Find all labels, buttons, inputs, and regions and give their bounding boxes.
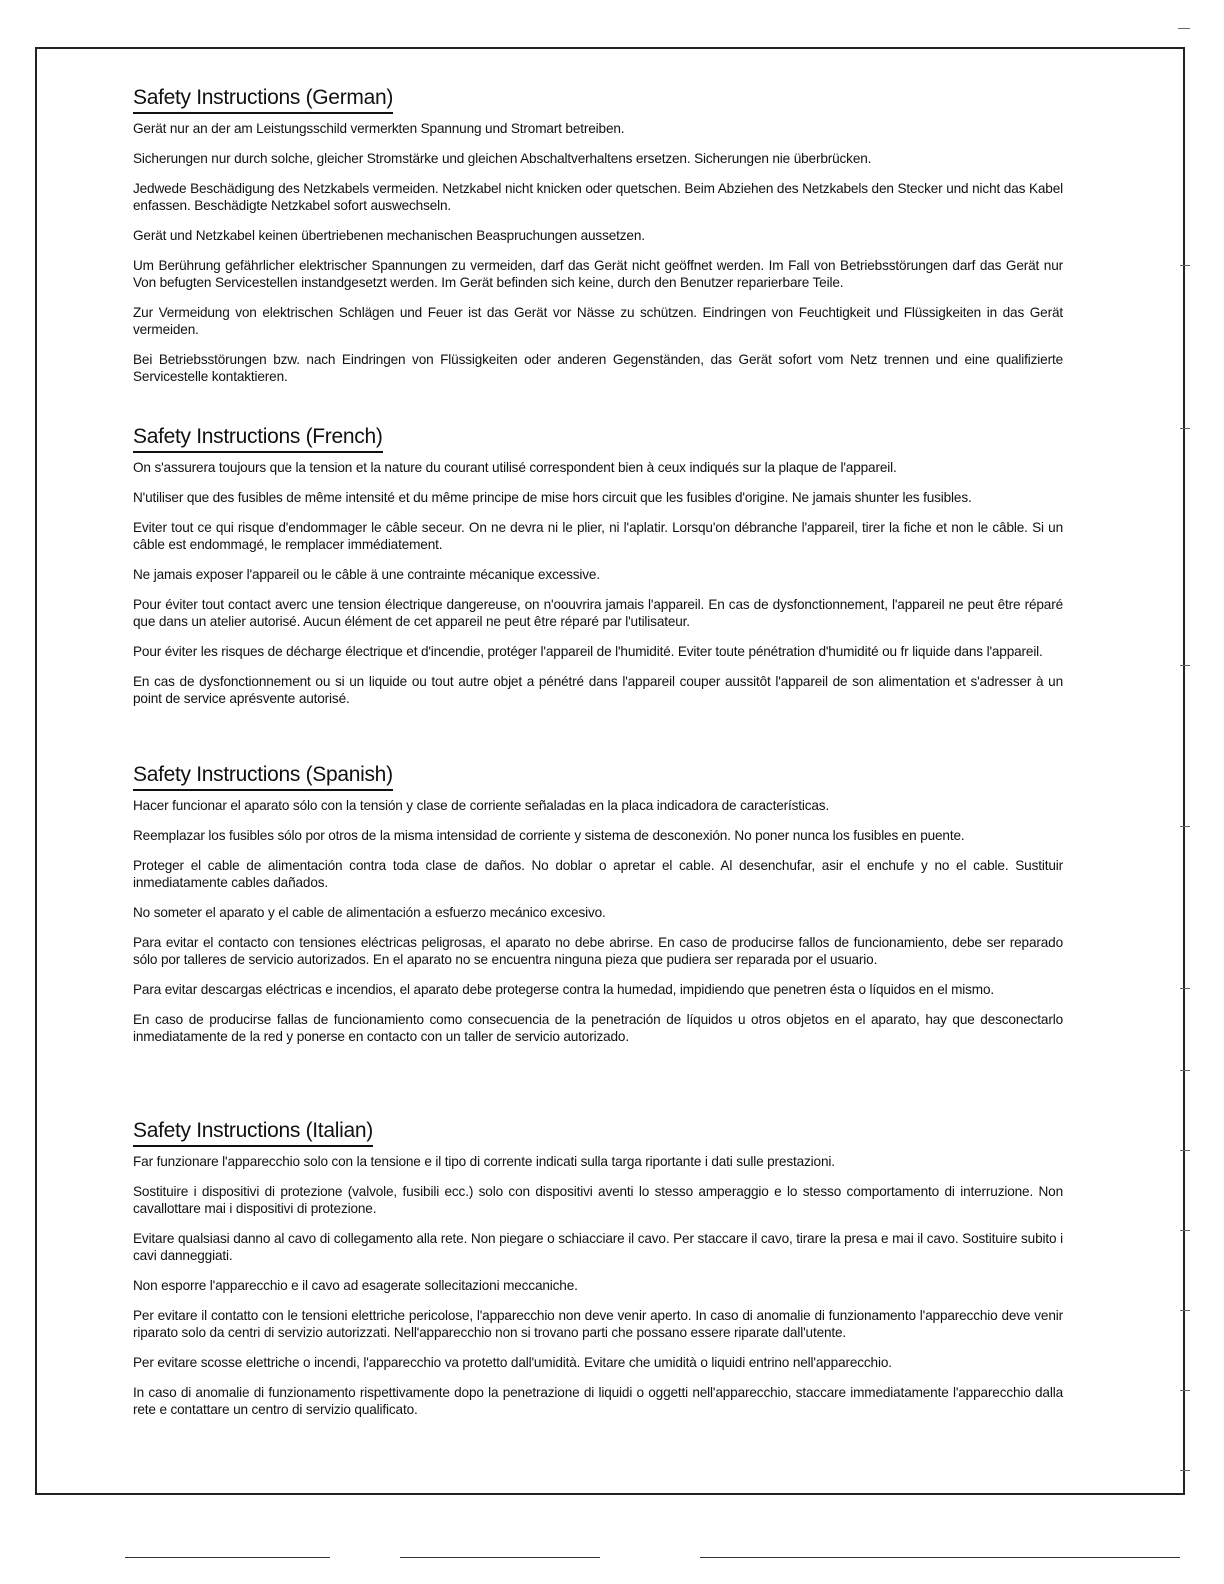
instruction-paragraph: Reemplazar los fusibles sólo por otros de la misma intensidad de corriente y sistema de desconexión. No poner nunca los fusibles en puente. <box>133 828 965 843</box>
scan-mark <box>1180 1070 1190 1071</box>
instruction-paragraph: Para evitar descargas eléctricas e incendios, el aparato debe protegerse contra la humedad, impidiendo que penetren ésta o líquidos en el mismo. <box>133 982 995 997</box>
scan-mark <box>1180 988 1190 989</box>
instruction-paragraph: Sicherungen nur durch solche, gleicher Stromstärke und gleichen Abschaltverhaltens ersetzen. Sicherungen nie überbrücken. <box>133 151 872 166</box>
scan-mark <box>1180 1150 1190 1151</box>
instruction-paragraph: Pour éviter les risques de décharge électrique et d'incendie, protéger l'appareil de l'humidité. Eviter toute pénétration d'humidité ou fr liquide dans l'appareil. <box>133 644 1043 659</box>
footer-rule <box>125 1557 330 1558</box>
instruction-paragraph: Bei Betriebsstörungen bzw. nach Eindringen von Flüssigkeiten oder anderen Gegenständen, das Gerät sofort vom Netz trennen und eine qualifizierte Servicestelle kontaktieren. <box>133 352 1063 384</box>
instruction-paragraph: Jedwede Beschädigung des Netzkabels vermeiden. Netzkabel nicht knicken oder quetschen. Beim Abziehen des Netzkabels den Stecker und nicht das Kabel enfassen. Beschädigte Netzkabel sofort auswechseln. <box>133 181 1063 213</box>
instruction-paragraph: Gerät und Netzkabel keinen übertriebenen mechanischen Beaspruchungen aussetzen. <box>133 228 645 243</box>
footer-rule <box>400 1557 600 1558</box>
instruction-paragraph: Per evitare scosse elettriche o incendi, l'apparecchio va protetto dall'umidità. Evitare che umidità o liquidi entrino nell'apparecchio. <box>133 1355 892 1370</box>
safety-section <box>133 1118 1063 1431</box>
instruction-paragraph: On s'assurera toujours que la tension et la nature du courant utilisé correspondent bien à ceux indiqués sur la plaque de l'appareil. <box>133 460 897 475</box>
instruction-paragraph: Per evitare il contatto con le tensioni elettriche pericolose, l'apparecchio non deve venir aperto. In caso di anomalie di funzionamento l'apparecchio deve venir riparato solo da centri di servizio autorizzati. Nell'apparecchio non si trovano parti che possano essere riparate dall'utente. <box>133 1308 1063 1340</box>
instruction-paragraph: N'utiliser que des fusibles de même intensité et du même principe de mise hors circuit que les fusibles d'origine. Ne jamais shunter les fusibles. <box>133 490 972 505</box>
scan-mark <box>1180 428 1190 429</box>
instruction-paragraph: No someter el aparato y el cable de alimentación a esfuerzo mecánico excesivo. <box>133 905 606 920</box>
instruction-paragraph: Non esporre l'apparecchio e il cavo ad esagerate sollecitazioni meccaniche. <box>133 1278 578 1293</box>
instruction-paragraph: Um Berührung gefährlicher elektrischer Spannungen zu vermeiden, darf das Gerät nicht geöffnet werden. Im Fall von Betriebsstörungen darf das Gerät nur Von befugten Servicestellen instandgesetzt werden. Im Gerät befinden sich keine, durch den Benutzer reparierbare Teile. <box>133 258 1063 290</box>
section-heading: Safety Instructions (Spanish) <box>133 762 393 791</box>
instruction-paragraph: Eviter tout ce qui risque d'endommager le câble seceur. On ne devra ni le plier, ni l'aplatir. Lorsqu'on débranche l'appareil, tirer la fiche et non le câble. Si un câble est endommagé, le remplacer immédiatement. <box>133 520 1063 552</box>
safety-section <box>133 424 1063 720</box>
section-heading: Safety Instructions (German) <box>133 85 393 114</box>
scan-mark <box>1180 1230 1190 1231</box>
scan-mark <box>1180 826 1190 827</box>
scan-mark <box>1180 1470 1190 1471</box>
scan-mark <box>1178 28 1190 29</box>
instruction-paragraph: Sostituire i dispositivi di protezione (valvole, fusibili ecc.) solo con dispositivi aventi lo stesso amperaggio e lo stesso comportamento di interruzione. Non cavallottare mai i dispositivi di protezione. <box>133 1184 1063 1216</box>
instruction-paragraph: En caso de producirse fallas de funcionamiento como consecuencia de la penetración de líquidos u otros objetos en el aparato, hay que desconectarlo inmediatamente de la red y ponerse en contacto con un taller de servicio autorizado. <box>133 1012 1063 1044</box>
section-heading: Safety Instructions (French) <box>133 424 383 453</box>
safety-section <box>133 85 1063 398</box>
scan-mark <box>1180 265 1190 266</box>
instruction-paragraph: In caso di anomalie di funzionamento rispettivamente dopo la penetrazione di liquidi o oggetti nell'apparecchio, staccare immediatamente l'apparecchio dalla rete e contattare un centro di servizio qualificato. <box>133 1385 1063 1417</box>
scan-mark <box>1180 1310 1190 1311</box>
instruction-paragraph: Far funzionare l'apparecchio solo con la tensione e il tipo di corrente indicati sulla targa riportante i dati sulle prestazioni. <box>133 1154 835 1169</box>
instruction-paragraph: Gerät nur an der am Leistungsschild vermerkten Spannung und Stromart betreiben. <box>133 121 625 136</box>
instruction-paragraph: Zur Vermeidung von elektrischen Schlägen und Feuer ist das Gerät vor Nässe zu schützen. Eindringen von Feuchtigkeit und Flüssigkeiten in das Gerät vermeiden. <box>133 305 1063 337</box>
safety-section <box>133 762 1063 1058</box>
instruction-paragraph: Ne jamais exposer l'appareil ou le câble ä une contrainte mécanique excessive. <box>133 567 600 582</box>
scan-mark <box>1180 1390 1190 1391</box>
instruction-paragraph: En cas de dysfonctionnement ou si un liquide ou tout autre objet a pénétré dans l'appareil couper aussitôt l'appareil de son alimentation et s'adresser à un point de service aprésvente autorisé. <box>133 674 1063 706</box>
scan-mark <box>1180 665 1190 666</box>
footer-rule <box>700 1557 1180 1558</box>
instruction-paragraph: Pour éviter tout contact averc une tension électrique dangereuse, on n'oouvrira jamais l'appareil. En cas de dysfonctionnement, l'appareil ne peut être réparé que dans un atelier autorisé. Aucun élément de cet appareil ne peut être réparé par l'utilisateur. <box>133 597 1063 629</box>
instruction-paragraph: Para evitar el contacto con tensiones eléctricas peligrosas, el aparato no debe abrirse. En caso de producirse fallos de funcionamiento, debe ser reparado sólo por talleres de servicio autorizados. En el aparato no se encuentra ninguna pieza que pudiera ser reparada por el usuario. <box>133 935 1063 967</box>
instruction-paragraph: Proteger el cable de alimentación contra toda clase de daños. No doblar o apretar el cable. Al desenchufar, asir el enchufe y no el cable. Sustituir inmediatamente cables dañados. <box>133 858 1063 890</box>
instruction-paragraph: Hacer funcionar el aparato sólo con la tensión y clase de corriente señaladas en la placa indicadora de características. <box>133 798 830 813</box>
instruction-paragraph: Evitare qualsiasi danno al cavo di collegamento alla rete. Non piegare o schiacciare il cavo. Per staccare il cavo, tirare la presa e mai il cavo. Sostituire subito i cavi danneggiati. <box>133 1231 1063 1263</box>
section-heading: Safety Instructions (Italian) <box>133 1118 373 1147</box>
